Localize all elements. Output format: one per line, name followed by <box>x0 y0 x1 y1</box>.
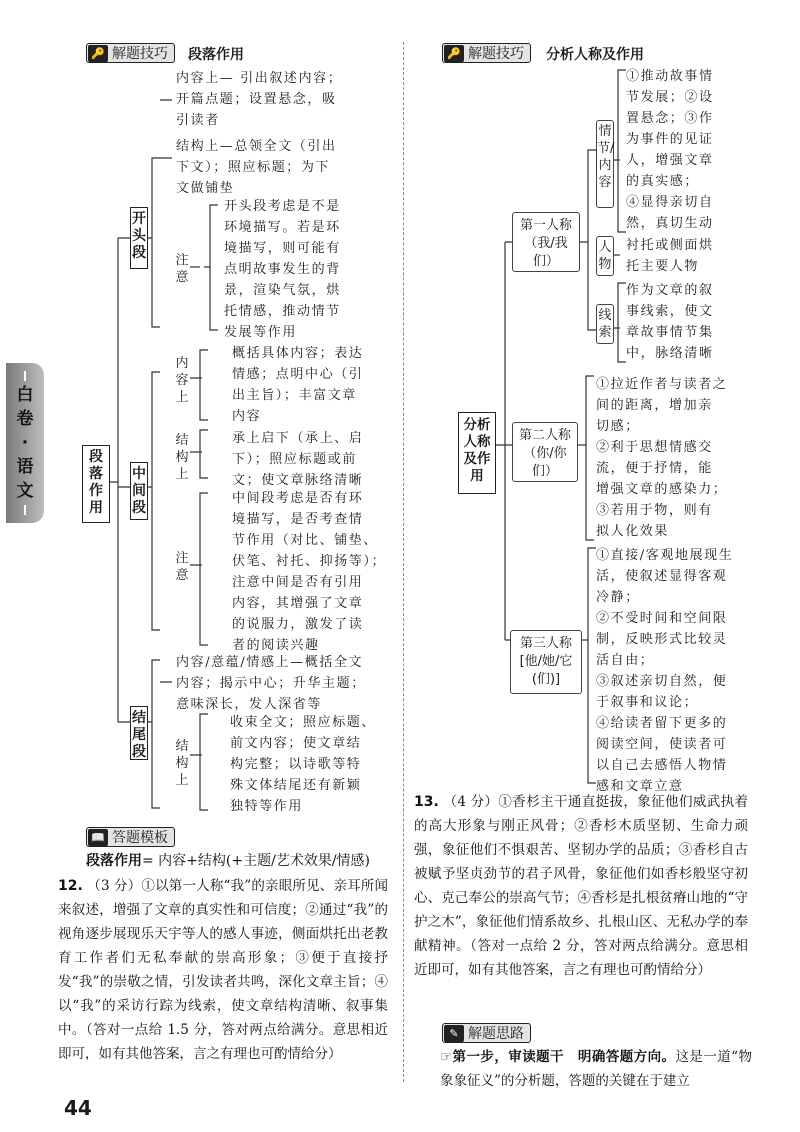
key-icon: 🔑 <box>88 45 108 62</box>
root-box-paragraph-function: 段落作用 <box>82 445 110 523</box>
opening-content-text: 内容上— 引出叙述内容； 开篇点题；设置悬念，吸 引读者 <box>176 71 343 128</box>
ending-content-text: 内容/意蕴/情感上—概括全文 内容；揭示中心；升华主题； 意味深长，发人深省等 <box>176 655 366 712</box>
page-number: 44 <box>64 1096 92 1120</box>
first-person-clue-text: 作为文章的叙 事线索，使文 章故事情节集 中，脉络清晰 <box>626 283 714 361</box>
middle-structure-label: 结构上 <box>175 433 189 482</box>
section-title: 分析人称及作用 <box>546 47 644 63</box>
side-tab-char: 卷 <box>16 409 34 429</box>
third-person-box: 第三人称[他/她/它(们)] <box>510 630 582 694</box>
opening-structure-text: 结构上—总领全文（引出 下文）；照应标题；为下 文做铺垫 <box>176 139 337 196</box>
skill-tag-label: 解题技巧 <box>112 46 168 62</box>
section-title: 段落作用 <box>188 47 244 63</box>
answer-formula <box>86 849 370 873</box>
formula-bold: 段落作用 <box>86 853 142 869</box>
thinking-tag-label: 解题思路 <box>468 1026 524 1042</box>
ending-paragraph-box: 结尾段 <box>130 706 148 760</box>
side-tab-char: 文 <box>16 481 34 501</box>
second-person-text: ①拉近作者与读者之 间的距离，增加亲 切感； ②利于思想情感交 流，便于抒情，能 增强文章的感染力； ③若用于物，则有 拟人化效果 <box>596 377 728 539</box>
middle-structure-text: 承上启下（承上、启 下）；照应标题或前 文；使文章脉络清晰 <box>232 431 364 488</box>
question-13-number: 13. <box>414 794 439 810</box>
side-tab-char: 语 <box>16 457 34 477</box>
formula-rest: = 内容+结构(+主题/艺术效果/情感) <box>142 853 370 869</box>
middle-content-label: 内容上 <box>175 356 189 405</box>
skill-tag <box>86 43 175 63</box>
template-tag-label: 答题模板 <box>112 830 168 846</box>
middle-note-label: 注意 <box>175 551 189 583</box>
pencil-icon: ✎ <box>444 1025 464 1042</box>
first-person-clue-label: 线索 <box>596 304 614 344</box>
opening-paragraph-box: 开头段 <box>130 207 148 269</box>
ending-structure-label: 结构上 <box>175 739 189 788</box>
opening-note-text: 开头段考虑是不是 环境描写。若是环 境描写，则可能有 点明故事发生的背 景，渲染气氛，烘 托情感，推动情节 发展等作用 <box>224 199 341 340</box>
thinking-tag <box>442 1023 531 1043</box>
question-13-text: （4 分）①香杉主干通直挺拔，象征他们威武执着的高大形象与刚正风骨；②香杉木质坚韧、生命力顽强，象征他们不惧艰苦、坚韧办学的品质；③香杉自古被赋予坚贞劲节的君子风骨，象征他们如香杉般坚守初心、克己奉公的崇高气节；④香杉是扎根贫瘠山地的“守护之木”，象征他们情系故乡、扎根山区、无私办学的奉献精神。（答对一点给 2 分，答对两点给满分。意思相近即可，如有其他答案，言之有理也可酌情给分） <box>414 794 748 978</box>
first-person-plot-label: 情节/内容 <box>596 120 614 208</box>
side-tab-dot: · <box>21 433 29 453</box>
analysis-step-one <box>440 1045 752 1093</box>
step-rest: 这是一道“物象象征义”的分析题，答题的关键在于建立 <box>440 1049 753 1089</box>
third-person-text: ①直接/客观地展现生 活，使叙述显得客观 冷静； ②不受时间和空间限 制，反映形式比较灵 活自由； ③叙述亲切自然，便 于叙事和议论； ④给读者留下更多的 阅读空间，使读者可 以自己去感悟人物情 感和文章立意 <box>596 548 734 794</box>
skill-tag <box>442 43 531 63</box>
root-box-person-analysis: 分析人称及作用 <box>458 412 496 494</box>
first-person-character-label: 人物 <box>596 236 614 276</box>
ending-structure-text: 收束全文；照应标题、 前文内容；使文章结 构完整；以诗歌等特 殊文体结尾还有新颖 独特等作用 <box>230 715 377 814</box>
step-bold: 第一步，审读题干 明确答题方向。 <box>452 1049 676 1065</box>
middle-note-text: 中间段考虑是否有环 境描写，是否考查情 节作用（对比、铺垫、 伏笔、衬托、抑扬等）； 注意中间是否有引用 内容，其增强了文章 的说服力，激发了读 者的阅读兴趣 <box>232 491 387 653</box>
question-13-answer <box>414 790 748 982</box>
middle-paragraph-box: 中间段 <box>130 462 148 520</box>
question-12-answer <box>58 874 388 1066</box>
hand-icon: ☞ <box>440 1049 453 1065</box>
book-icon: 📖 <box>88 829 108 846</box>
middle-content-text: 概括具体内容；表达 情感；点明中心（引 出主旨）；丰富文章 内容 <box>232 346 364 424</box>
first-person-character-text: 衬托或侧面烘 托主要人物 <box>626 238 714 274</box>
template-tag <box>86 827 175 847</box>
first-person-plot-text: ①推动故事情 节发展；②设 置悬念；③作 为事件的见证 人，增强文章 的真实感； ④显得亲切自 然，真切生动 <box>626 69 714 231</box>
first-person-box: 第一人称（我/我们） <box>512 212 580 272</box>
side-tab-char: 白 <box>16 385 34 405</box>
key-icon: 🔑 <box>444 45 464 62</box>
question-12-number: 12. <box>58 878 83 894</box>
skill-tag-label: 解题技巧 <box>468 46 524 62</box>
opening-note-label: 注意 <box>175 253 189 285</box>
second-person-box: 第二人称（你/你们） <box>512 422 578 482</box>
question-12-text: （3 分）①以第一人称“我”的亲眼所见、亲耳所闻来叙述，增强了文章的真实性和可信度；②通过“我”的视角逐步展现乐天宇等人的感人事迹，侧面烘托出老教育工作者们无私奉献的崇高形象；③便于直接抒发“我”的崇敬之情，引发读者共鸣，深化文章主旨；④以“我”的采访行踪为线索，使文章结构清晰、叙事集中。（答对一点给 1.5 分，答对两点给满分。意思相近即可，如有其他答案，言之有理也可酌情给分） <box>58 878 389 1062</box>
